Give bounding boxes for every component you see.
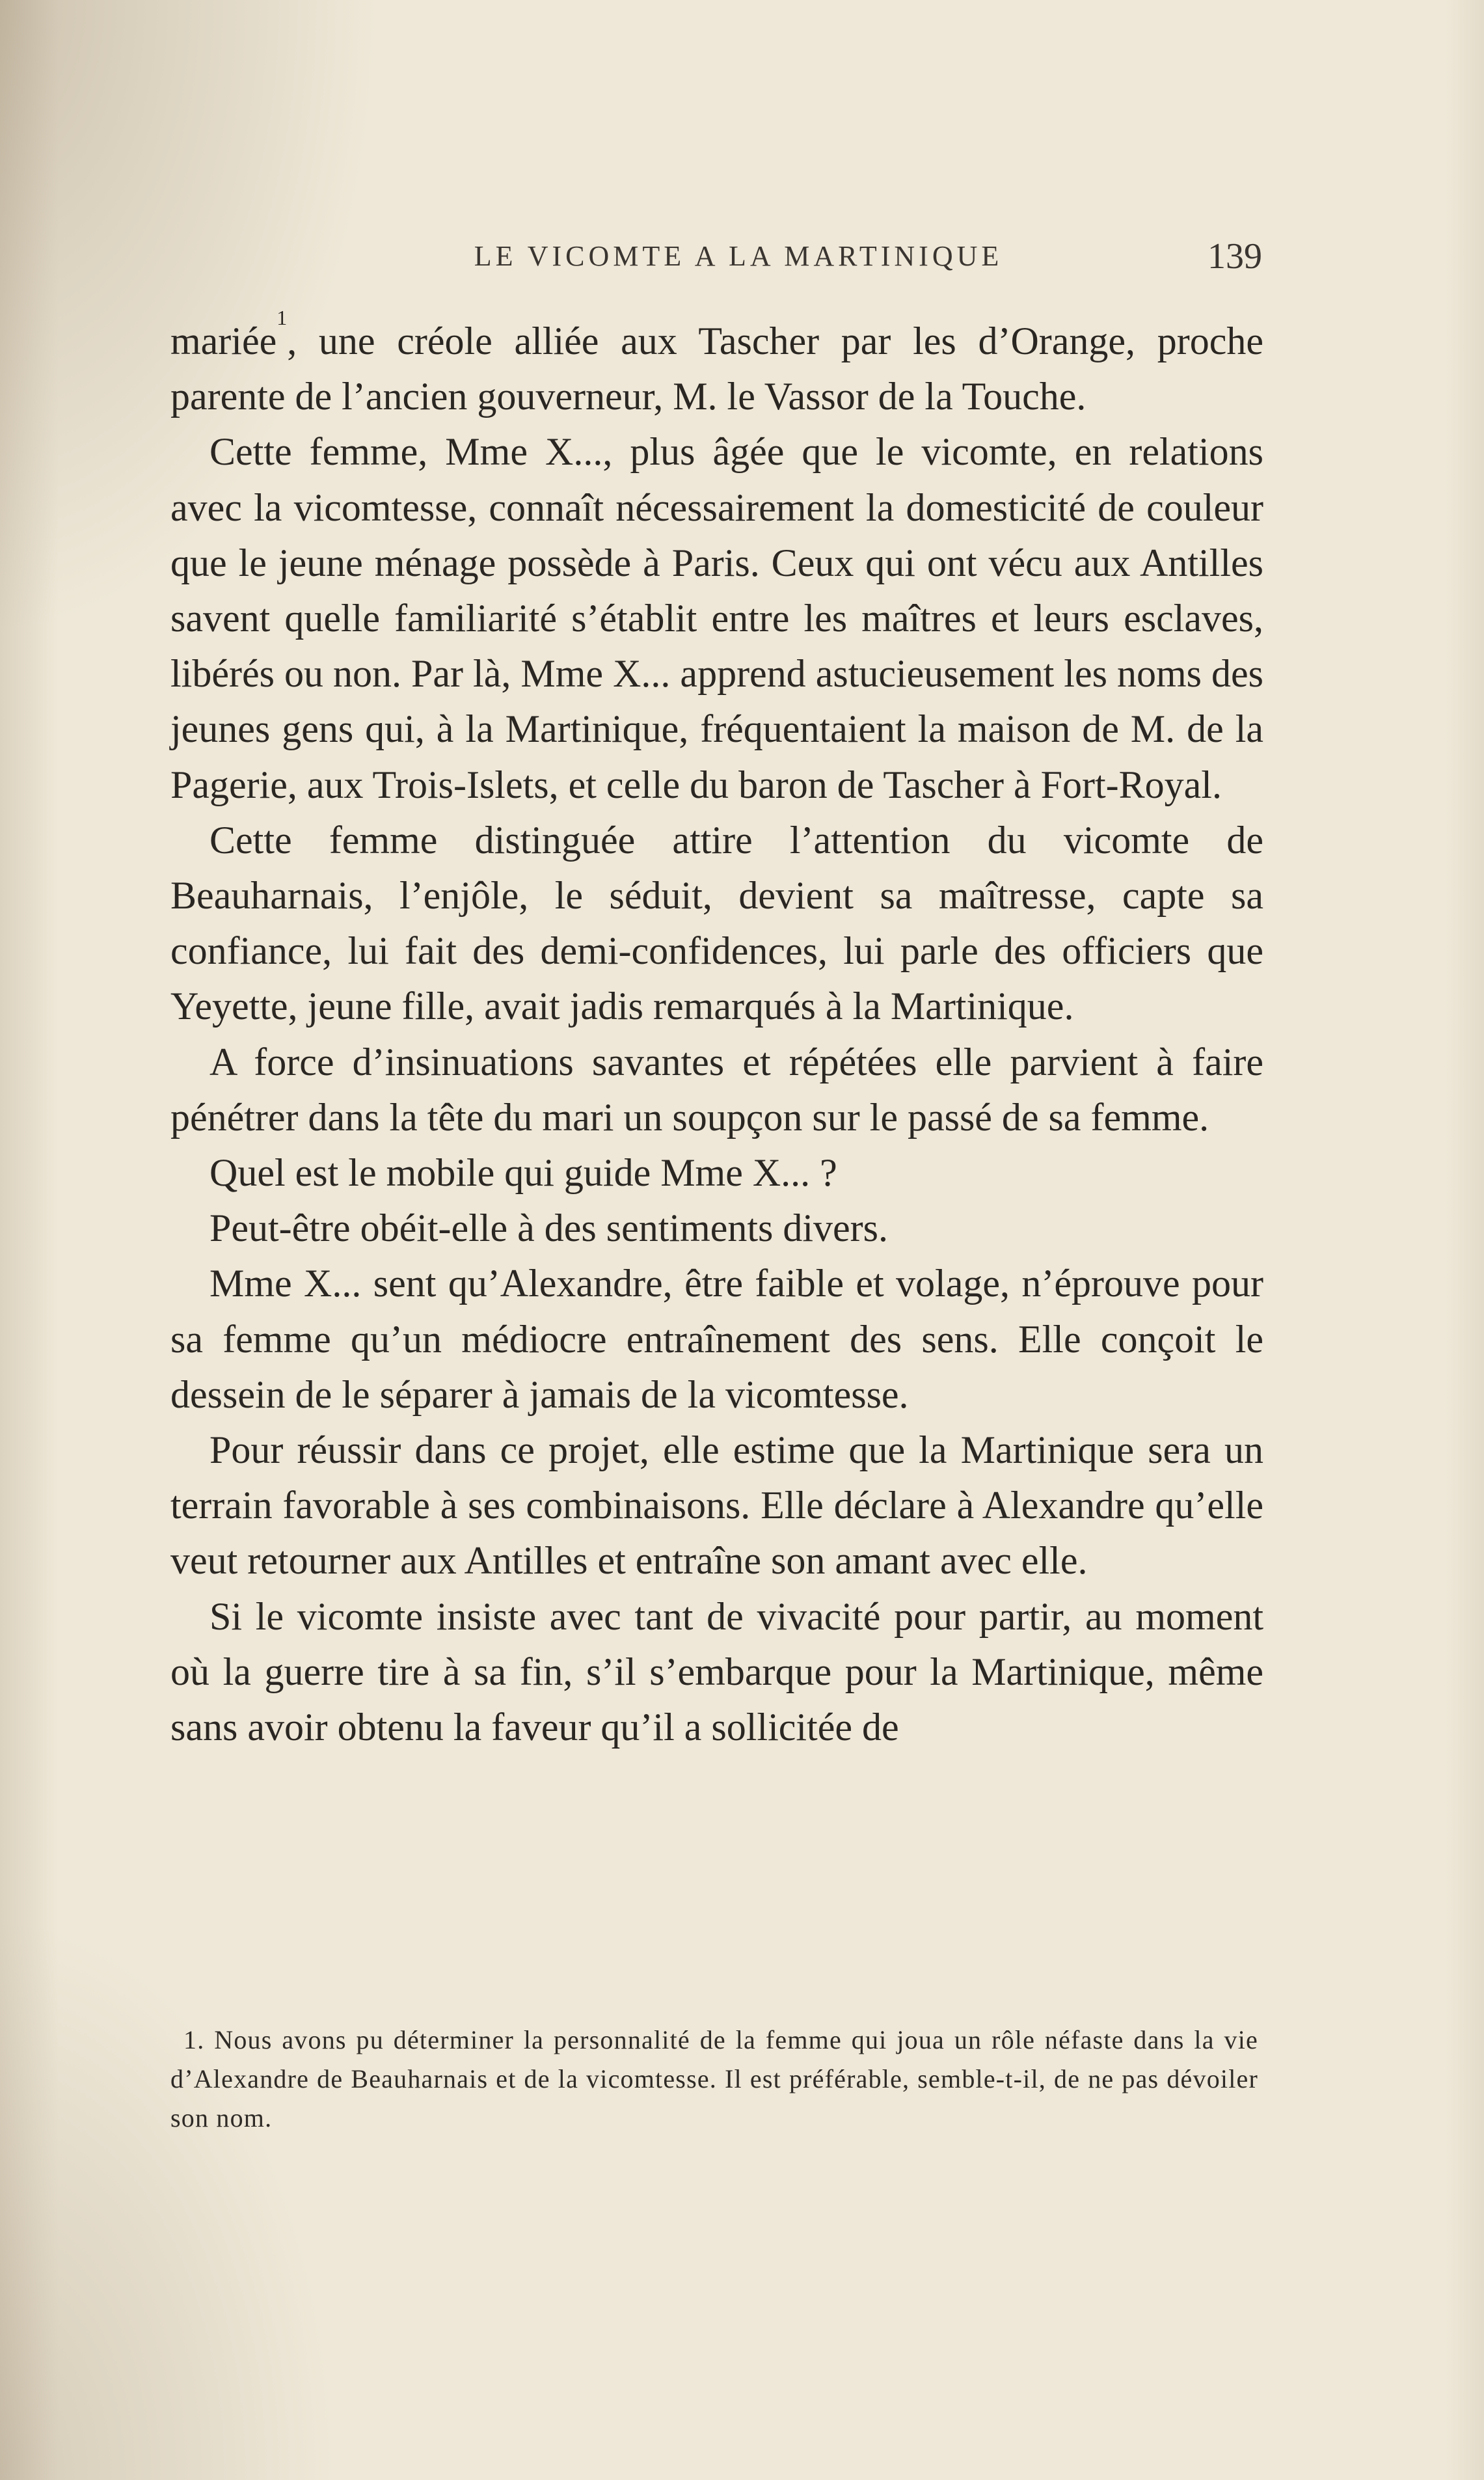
footnote: 1. Nous avons pu déterminer la personnalité de la femme qui joua un rôle néfaste dans la vie d’Alexandre de Beauharnais et de la vicomtesse. Il est préférable, semble-t-il, de ne pas dévoiler son nom. xyxy=(170,2025,1258,2133)
paragraph-3: Cette femme distinguée attire l’attention du vicomte de Beauharnais, l’enjôle, le séduit, devient sa maîtresse, capte sa confiance, lui fait des demi-confidences, lui parle des officiers que Yeyette, jeune fille, avait jadis remarqués à la Martinique. xyxy=(170,818,1263,1028)
paragraph-2: Cette femme, Mme X..., plus âgée que le vicomte, en relations avec la vicomtesse, connaît nécessairement la domesticité de couleur que le jeune ménage possède à Paris. Ceux qui ont vécu aux Antilles savent quelle familiarité s’établit entre les maîtres et leurs esclaves, libérés ou non. Par là, Mme X... apprend astucieusement les noms des jeunes gens qui, à la Martinique, fréquentaient la maison de M. de la Pagerie, aux Trois-Islets, et celle du baron de Tascher à Fort-Royal. xyxy=(170,430,1263,806)
paragraph-1-start: mariée xyxy=(170,320,277,362)
paragraph-8: Pour réussir dans ce projet, elle estime que la Martinique sera un terrain favorable à ses combinaisons. Elle déclare à Alexandre qu’elle veut retourner aux Antilles et entraîne son amant avec elle. xyxy=(170,1428,1263,1583)
paragraph-5: Quel est le mobile qui guide Mme X... ? xyxy=(209,1151,837,1195)
paragraph-7: Mme X... sent qu’Alexandre, être faible et volage, n’éprouve pour sa femme qu’un médiocre entraînement des sens. Elle conçoit le dessein de le séparer à jamais de la vicomtesse. xyxy=(170,1262,1263,1416)
paragraph-9: Si le vicomte insiste avec tant de vivacité pour partir, au moment où la guerre tire à sa fin, s’il s’embarque pour la Martinique, même sans avoir obtenu la faveur qu’il a sollicitée de xyxy=(170,1594,1263,1749)
footnote-reference: 1 xyxy=(277,306,288,329)
page-number: 139 xyxy=(1207,236,1262,277)
paragraph-1-rest: , une créole alliée aux Tascher par les d’Orange, proche parente de l’ancien gouverneur, M. le Vassor de la Touche. xyxy=(170,320,1263,418)
body-text xyxy=(170,306,1263,1755)
running-head: LE VICOMTE A LA MARTINIQUE xyxy=(474,240,1003,272)
paragraph-4: A force d’insinuations savantes et répétées elle parvient à faire pénétrer dans la tête du mari un soupçon sur le passé de sa femme. xyxy=(170,1040,1263,1139)
paragraph-6: Peut-être obéit-elle à des sentiments divers. xyxy=(209,1206,888,1250)
paragraph-1 xyxy=(170,306,1263,424)
